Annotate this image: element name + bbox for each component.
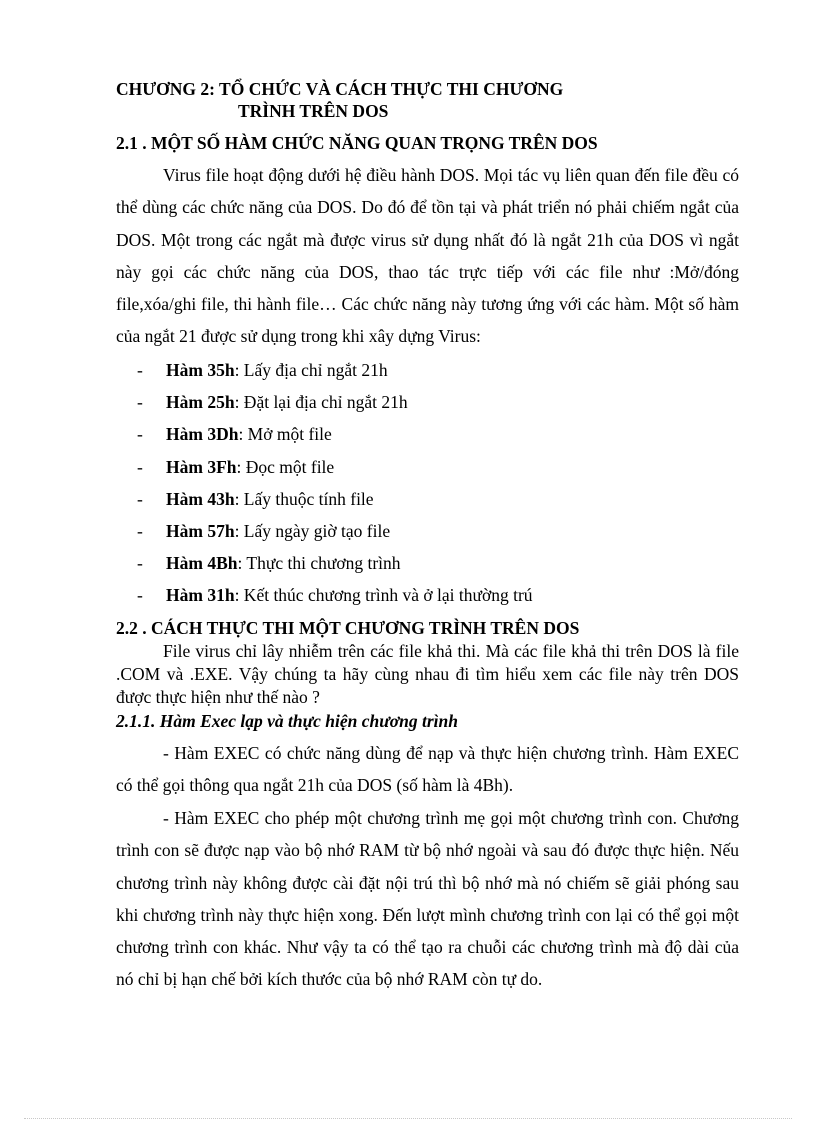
function-name: Hàm 3Fh (166, 456, 237, 477)
chapter-title (116, 78, 716, 122)
function-name: Hàm 25h (166, 392, 235, 413)
section-2-2-heading: 2.2 . CÁCH THỰC THI MỘT CHƯƠNG TRÌNH TRÊN DOS (116, 618, 580, 638)
chapter-title-line-1: CHƯƠNG 2: TỔ CHỨC VÀ CÁCH THỰC THI CHƯƠNG (116, 79, 564, 99)
function-description: : Mở một file (238, 424, 332, 445)
function-description: : Kết thúc chương trình và ở lại thường trú (234, 585, 533, 606)
function-description: : Lấy ngày giờ tạo file (234, 520, 391, 541)
list-dash: - (137, 360, 143, 380)
function-name: Hàm 43h (166, 488, 235, 509)
function-name: Hàm 31h (166, 585, 235, 606)
subsection-paragraph-1: - Hàm EXEC có chức năng dùng để nạp và thực hiện chương trình. Hàm EXEC có thể gọi thông qua ngắt 21h của DOS (số hàm là 4Bh). (116, 743, 739, 796)
function-item (137, 547, 533, 579)
function-item (137, 386, 533, 418)
list-dash: - (137, 392, 143, 413)
subsection-paragraph-2: - Hàm EXEC cho phép một chương trình mẹ gọi một chương trình con. Chương trình con sẽ được nạp vào bộ nhớ RAM từ bộ nhớ ngoài và sau đó được thực hiện. Nếu chương trình này không được cài đặt nội trú thì bộ nhớ mà nó chiếm sẽ giải phóng sau khi chương trình này thực hiện xong. Đến lượt mình chương trình con lại có thể gọi một chương trình con khác. Như vậy ta có thể tạo ra chuỗi các chương trình mà độ dài của nó chỉ bị hạn chế bởi kích thước của bộ nhớ RAM còn tự do. (116, 808, 739, 990)
page-footer-rule (24, 1118, 792, 1119)
function-name: Hàm 3Dh (166, 424, 239, 445)
function-name: Hàm 35h (166, 360, 235, 380)
function-item (137, 483, 533, 515)
section-2-1-paragraph: Virus file hoạt động dưới hệ điều hành DOS. Mọi tác vụ liên quan đến file đều có thể dùng các chức năng của DOS. Do đó để tồn tại và phát triển nó phải chiếm ngắt của DOS. Một trong các ngắt mà được virus sử dụng nhất đó là ngắt 21h của DOS vì ngắt này gọi các chức năng của DOS, thao tác trực tiếp với các file như :Mở/đóng file,xóa/ghi file, thi hành file… Các chức năng này tương ứng với các hàm. Một số hàm của ngắt 21 được sử dụng trong khi xây dựng Virus: (116, 165, 739, 347)
function-item (137, 418, 533, 450)
function-name: Hàm 57h (166, 520, 235, 541)
list-dash: - (137, 456, 143, 477)
function-item (137, 579, 533, 611)
list-dash: - (137, 553, 143, 574)
function-description: : Đặt lại địa chỉ ngắt 21h (234, 392, 408, 413)
section-2-2-paragraph: File virus chỉ lây nhiễm trên các file khả thi. Mà các file khả thi trên DOS là file .COM và .EXE. Vậy chúng ta hãy cùng nhau đi tìm hiểu xem các file này trên DOS được thực hiện như thế nào ? (116, 641, 739, 708)
list-dash: - (137, 585, 143, 606)
dos-function-list (137, 354, 533, 612)
function-description: : Thực thi chương trình (237, 553, 401, 574)
function-description: : Lấy thuộc tính file (234, 488, 374, 509)
subsection-2-1-1-heading: 2.1.1. Hàm Exec lạp và thực hiện chương trình (116, 711, 458, 731)
list-dash: - (137, 424, 143, 445)
chapter-title-line-2: TRÌNH TRÊN DOS (238, 101, 389, 121)
function-name: Hàm 4Bh (166, 553, 238, 574)
section-2-1-heading: 2.1 . MỘT SỐ HÀM CHỨC NĂNG QUAN TRỌNG TRÊN DOS (116, 133, 598, 153)
function-description: : Lấy địa chỉ ngắt 21h (234, 360, 388, 380)
function-item (137, 354, 533, 386)
list-dash: - (137, 520, 143, 541)
list-dash: - (137, 488, 143, 509)
function-item (137, 451, 533, 483)
function-item (137, 515, 533, 547)
function-description: : Đọc một file (236, 456, 335, 477)
